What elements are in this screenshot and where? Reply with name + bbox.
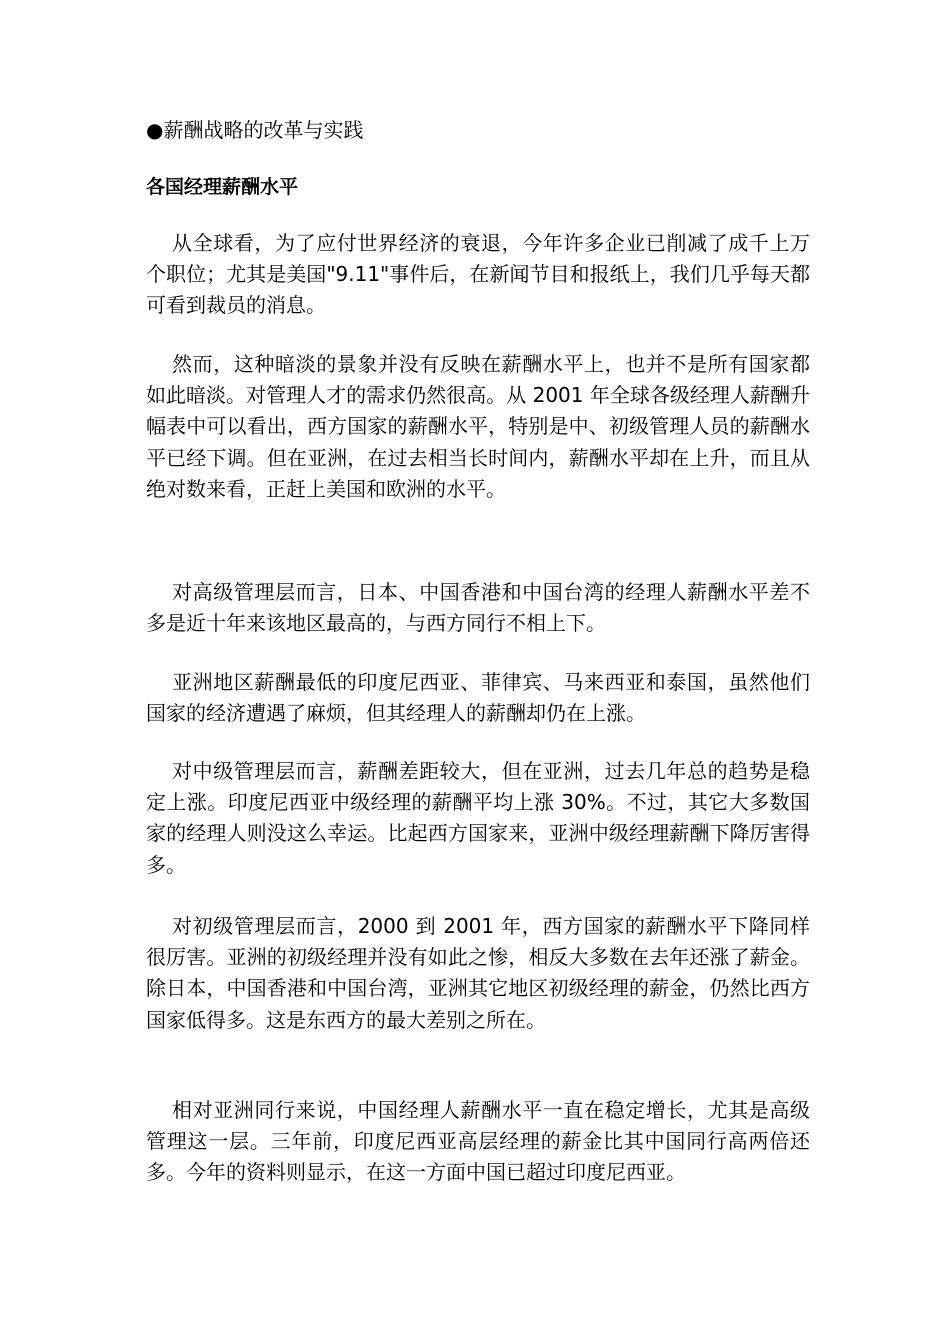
section-heading: 各国经理薪酬水平 (146, 176, 299, 198)
paragraph-senior-management: 对高级管理层而言，日本、中国香港和中国台湾的经理人薪酬水平差不多是近十年来该地区最高的，与西方同行不相上下。 (146, 580, 810, 636)
paragraph-salary-trends: 然而，这种暗淡的景象并没有反映在薪酬水平上，也并不是所有国家都如此暗淡。对管理人才的需求仍然很高。从 2001 年全球各级经理人薪酬升幅表中可以看出，西方国家的薪酬水平，特别是中、初级管理人员的薪酬水平已经下调。但在亚洲，在过去相当长时间内，薪酬水平却在上升，而且从绝对数来看，正赶上美国和欧洲的水平。 (146, 352, 810, 501)
paragraph-lowest-paid-countries: 亚洲地区薪酬最低的印度尼西亚、菲律宾、马来西亚和泰国，虽然他们国家的经济遭遇了麻烦，但其经理人的薪酬却仍在上涨。 (146, 670, 810, 726)
paragraph-global-layoffs: 从全球看，为了应付世界经济的衰退，今年许多企业已削减了成千上万个职位；尤其是美国"9.11"事件后，在新闻节目和报纸上，我们几乎每天都可看到裁员的消息。 (146, 231, 810, 318)
paragraph-junior-management: 对初级管理层而言，2000 到 2001 年，西方国家的薪酬水平下降同样很厉害。亚洲的初级经理并没有如此之惨，相反大多数在去年还涨了薪金。除日本，中国香港和中国台湾，亚洲其它地区初级经理的薪金，仍然比西方国家低得多。这是东西方的最大差别之所在。 (146, 914, 810, 1032)
paragraph-china-managers: 相对亚洲同行来说，中国经理人薪酬水平一直在稳定增长，尤其是高级管理这一层。三年前，印度尼西亚高层经理的薪金比其中国同行高两倍还多。今年的资料则显示，在这一方面中国已超过印度尼西亚。 (146, 1098, 810, 1185)
paragraph-middle-management: 对中级管理层而言，薪酬差距较大，但在亚洲，过去几年总的趋势是稳定上涨。印度尼西亚中级经理的薪酬平均上涨 30%。不过，其它大多数国家的经理人则没这么幸运。比起西方国家来，亚洲中级经理薪酬下降厉害得多。 (146, 759, 810, 877)
section-bullet-title: ●薪酬战略的改革与实践 (146, 118, 364, 142)
